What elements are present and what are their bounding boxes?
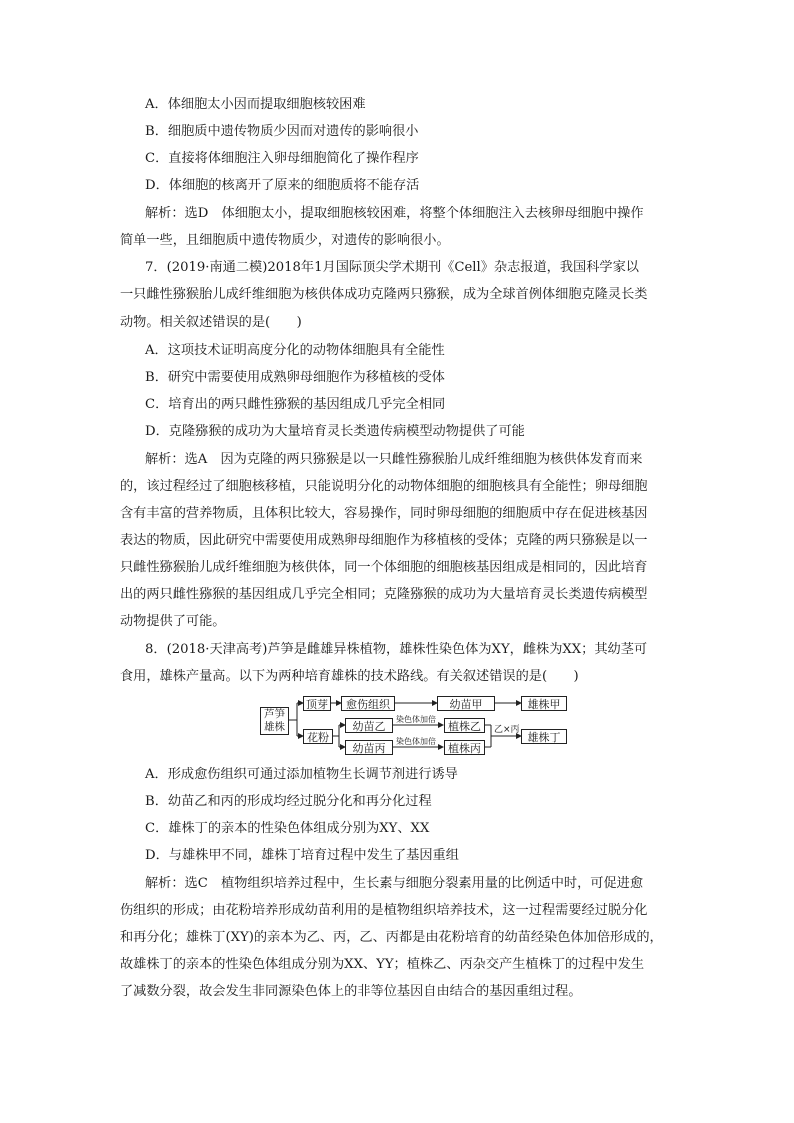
q8-stem-line: 食用，雄株产量高。以下为两种培育雄株的技术路线。有关叙述错误的是( ) (120, 669, 579, 684)
q7-analysis-line: 表达的物质，因此研究中需要使用成熟卵母细胞作为移植核的受体；克隆的两只猕猴是以一 (120, 533, 648, 548)
q8-analysis-line: 伤组织的形成；由花粉培养形成幼苗利用的是植物组织培养技术，这一过程需要经过脱分化 (120, 903, 648, 918)
box-asparagus-male: 芦笋 雄株 (260, 707, 289, 735)
q7-analysis-line: 解析：选A 因为克隆的两只猕猴是以一只雌性猕猴胎儿成纤维细胞为核供体发育而来 (145, 452, 643, 467)
q8-analysis-line: 了减数分裂，故会发生非同源染色体上的非等位基因自由结合的基因重组过程。 (120, 984, 582, 999)
q8-option-a: A．形成愈伤组织可通过添加植物生长调节剂进行诱导 (145, 767, 458, 782)
q8-option-b: B．幼苗乙和丙的形成均经过脱分化和再分化过程 (145, 794, 432, 809)
label-chromosome-doubling: 染色体加倍 (396, 715, 436, 724)
q6-analysis-line: 简单一些，且细胞质中遗传物质少，对遗传的影响很小。 (120, 233, 450, 248)
q8-analysis-line: 解析：选C 植物组织培养过程中，生长素与细胞分裂素用量的比例适中时，可促进愈 (145, 876, 644, 891)
q7-analysis-line: 只雌性猕猴胎儿成纤维细胞为核供体，同一个体细胞的细胞核基因组成是相同的，因此培育 (120, 560, 648, 575)
box-plant-b: 植株乙 (444, 718, 485, 733)
box-male-a: 雄株甲 (521, 696, 567, 711)
box-seedling-c: 幼苗丙 (345, 740, 393, 755)
box-callus: 愈伤组织 (341, 696, 395, 711)
q7-option-a: A．这项技术证明高度分化的动物体细胞具有全能性 (145, 343, 445, 358)
q8-option-c: C．雄株丁的亲本的性染色体组成分别为XY、XX (145, 821, 430, 836)
breeding-route-diagram (259, 690, 569, 758)
q8-analysis-line: 故雄株丁的亲本的性染色体组成分别为XX、YY；植株乙、丙杂交产生植株丁的过程中发生 (120, 957, 645, 972)
q7-option-b: B．研究中需要使用成熟卵母细胞作为移植核的受体 (145, 370, 445, 385)
label-cross: 乙×丙 (494, 725, 520, 735)
box-seedling-b: 幼苗乙 (345, 718, 393, 733)
q8-stem-line: 8．(2018·天津高考)芦笋是雌雄异株植物，雄株性染色体为XY，雌株为XX；其幼茎可 (145, 642, 648, 657)
q7-option-d: D．克隆猕猴的成功为大量培育灵长类遗传病模型动物提供了可能 (145, 424, 525, 439)
box-plant-c: 植株丙 (444, 740, 485, 755)
q8-analysis-line: 和再分化；雄株丁(XY)的亲本为乙、丙，乙、丙都是由花粉培育的幼苗经染色体加倍形成的， (120, 930, 663, 945)
box-seedling-a: 幼苗甲 (437, 696, 495, 711)
box-top-bud: 顶芽 (303, 696, 331, 711)
q7-analysis-line: 含有丰富的营养物质，且体积比较大，容易操作，同时卵母细胞的细胞质中存在促进核基因 (120, 506, 648, 521)
q6-option-b: B．细胞质中遗传物质少因而对遗传的影响很小 (145, 124, 419, 139)
q8-option-d: D．与雄株甲不同，雄株丁培育过程中发生了基因重组 (145, 848, 459, 863)
q7-stem-line: 7．(2019·南通二模)2018年1月国际顶尖学术期刊《Cell》杂志报道，我国科学家以 (145, 260, 639, 275)
q6-option-a: A．体细胞太小因而提取细胞核较困难 (145, 97, 366, 112)
q7-stem-line: 动物。相关叙述错误的是( ) (120, 315, 302, 330)
q7-analysis-line: 出的两只雌性猕猴的基因组成几乎完全相同；克隆猕猴的成功为大量培育灵长类遗传病模型 (120, 587, 648, 602)
q7-analysis-line: 的，该过程经过了细胞核移植，只能说明分化的动物体细胞的细胞核具有全能性；卵母细胞 (120, 479, 648, 494)
q6-analysis-line: 解析：选D 体细胞太小，提取细胞核较困难，将整个体细胞注入去核卵母细胞中操作 (145, 206, 644, 221)
q6-option-c: C．直接将体细胞注入卵母细胞简化了操作程序 (145, 151, 419, 166)
q7-option-c: C．培育出的两只雌性猕猴的基因组成几乎完全相同 (145, 397, 446, 412)
box-pollen: 花粉 (303, 729, 333, 744)
q6-option-d: D．体细胞的核离开了原来的细胞质将不能存活 (145, 178, 420, 193)
label-chromosome-doubling: 染色体加倍 (396, 737, 436, 746)
box-male-d: 雄株丁 (521, 729, 567, 744)
q7-stem-line: 一只雌性猕猴胎儿成纤维细胞为核供体成功克隆两只猕猴，成为全球首例体细胞克隆灵长类 (120, 287, 648, 302)
q7-analysis-line: 动物提供了可能。 (120, 614, 226, 629)
